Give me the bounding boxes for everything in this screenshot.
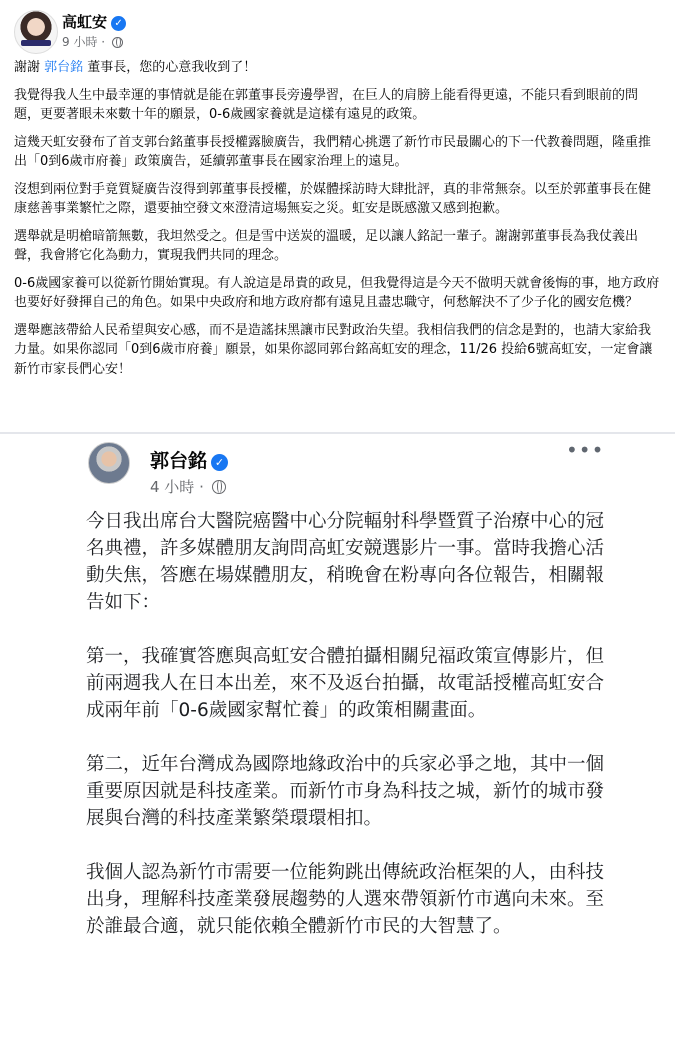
post-paragraph: 今日我出席台大醫院癌醫中心分院輻射科學暨質子治療中心的冠名典禮，許多媒體朋友詢問高虹安競選影片一事。當時我擔心活動失焦，答應在場媒體朋友，稍晚會在粉專向各位報告，相關報告如下： [86, 511, 605, 613]
post-paragraph: 這幾天虹安發布了首支郭台銘董事長授權露臉廣告，我們精心挑選了新竹市民最關心的下一代教養問題，隆重推出「0到6歲市府養」政策廣告，延續郭董事長在國家治理上的遠見。 [14, 134, 652, 169]
post-gao-hung-an [0, 0, 675, 432]
post-paragraph: 我個人認為新竹市需要一位能夠跳出傳統政治框架的人，由科技出身，理解科技產業發展趨勢的人選來帶領新竹市邁向未來。至於誰最合適，就只能依賴全體新竹市民的大智慧了。 [86, 862, 605, 937]
post-paragraph: 第二，近年台灣成為國際地緣政治中的兵家必爭之地，其中一個重要原因就是科技產業。而新竹市身為科技之城，新竹的城市發展與台灣的科技產業繁榮環環相扣。 [86, 754, 605, 829]
post-meta: 9 小時 · [62, 33, 123, 50]
post-terry-gou-screenshot [80, 434, 620, 1043]
mention-link[interactable]: 郭台銘 [44, 60, 84, 75]
post-paragraph: 沒想到兩位對手竟質疑廣告沒得到郭董事長授權，於媒體採訪時大肆批評，真的非常無奈。以至於郭董事長在健康慈善事業繁忙之際，還要抽空發文來澄清這場無妄之災。虹安是既感激又感到抱歉。 [14, 181, 652, 216]
globe-icon [212, 480, 226, 494]
author-avatar[interactable] [14, 10, 58, 54]
post-meta: 4 小時 · [150, 476, 226, 497]
post-paragraph: 選舉就是明槍暗箭無數，我坦然受之。但是雪中送炭的溫暖，足以讓人銘記一輩子。謝謝郭董事長為我仗義出聲，我會將它化為動力，實現我們共同的理念。 [14, 228, 639, 263]
post-time[interactable]: 9 小時 [62, 35, 98, 49]
avatar-badge [21, 40, 51, 46]
author-avatar[interactable] [88, 442, 130, 484]
post-time[interactable]: 4 小時 [150, 478, 195, 496]
author-name-text[interactable]: 郭台銘 [150, 450, 208, 472]
post-body [14, 58, 662, 387]
author-name-text[interactable]: 高虹安 [62, 13, 108, 31]
post-body [86, 508, 611, 967]
post-paragraph: 第一，我確實答應與高虹安合體拍攝相關兒福政策宣傳影片，但前兩週我人在日本出差，來不及返台拍攝，故電話授權高虹安合成兩年前「0-6歲國家幫忙養」的政策相關畫面。 [86, 646, 605, 721]
verified-badge-icon: ✓ [111, 16, 126, 31]
post-paragraph: 謝謝 郭台銘 董事長，您的心意我收到了！ [14, 60, 257, 75]
post-paragraph: 選舉應該帶給人民希望與安心感，而不是造謠抹黑讓市民對政治失望。我相信我們的信念是對的，也請大家給我力量。如果你認同「0到6歲市府養」願景，如果你認同郭台銘高虹安的理念，11/26 投給6號高虹安，一定會讓新竹市家長們心安！ [14, 322, 653, 377]
author-name[interactable] [62, 11, 126, 32]
verified-badge-icon: ✓ [211, 454, 228, 471]
author-name[interactable] [150, 446, 228, 473]
post-paragraph: 我覺得我人生中最幸運的事情就是能在郭董事長旁邊學習，在巨人的肩膀上能看得更遠，不能只看到眼前的問題，更要著眼未來數十年的願景，0-6歲國家養就是這樣有遠見的政策。 [14, 87, 639, 122]
post-paragraph: 0-6歲國家養可以從新竹開始實現。有人說這是昂貴的政見，但我覺得這是今天不做明天就會後悔的事，地方政府也要好好發揮自己的角色。如果中央政府和地方政府都有遠見且盡忠職守，何愁解決不了少子化的國安危機？ [14, 275, 660, 310]
more-options-icon[interactable]: ••• [566, 438, 605, 462]
globe-icon [112, 37, 123, 48]
